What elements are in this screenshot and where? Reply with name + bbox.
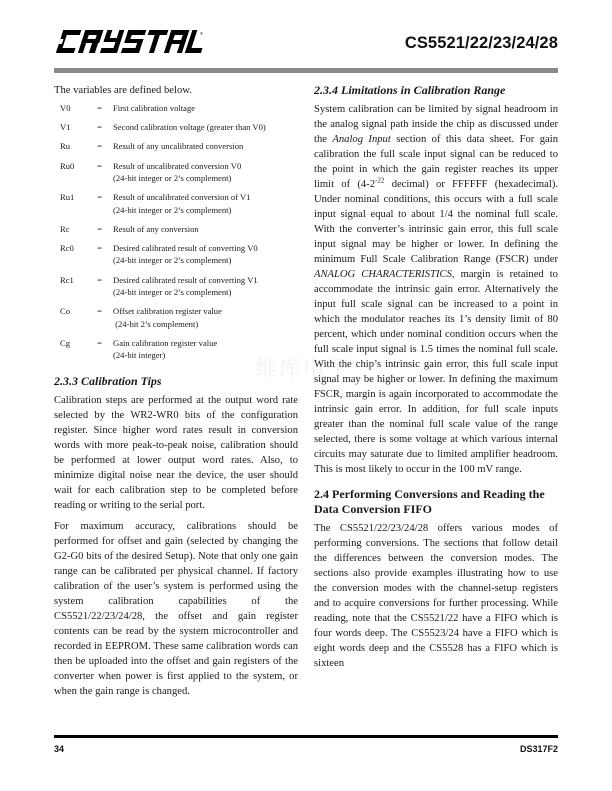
svg-text:®: ® [200,31,203,36]
paragraph: System calibration can be limited by signal headroom in the analog signal path inside the chip as discussed under the Analog Input section of this data sheet. For gain calibration the full scale input signal can be reduced to the point in which the gain register reaches its upper limit of ($4-2^{-22}$ decimal) or FFFFFF (hexadecimal). Under nominal conditions, this occurs with a full scale input signal equal to about 1/4 the nominal full scale. With the converter’s intrinsic gain error, this full scale input signal may be higher or lower. In defining the minimum Full Scale Calibration Range (FSCR) under ANALOG CHARACTERISTICS, margin is retained to accommodate the intrinsic gain error. Alternatively the input full scale signal can be increased to a point in which the modulator reaches its 1’s density limit of 80 percent, which under nominal condition occurs when the full scale input signal is 1.5 times the nominal full scale. With the chip’s intrinsic gain error, this full scale input signal may be higher or lower. In defining the maximum FSCR, margin is again incorporated to accommodate the intrinsic gain error. In addition, for full scale inputs greater than the nominal full scale value of the range selected, there is some voltage at which various internal circuits may saturate due to limited amplifier headroom. This is most likely to occur in the 100 mV range. [314,104,558,475]
variable-definition: Offset calibration register value (24-bit 2’s complement) [113,305,298,330]
section-heading-performing-conversions: 2.4 Performing Conversions and Reading the Data Conversion FIFO [314,487,545,516]
variable-row [54,305,298,330]
variable-note: (24-bit integer or 2’s complement) [113,287,232,298]
right-column [314,83,558,671]
variable-row [54,337,298,362]
document-title: CS5521/22/23/24/28 [404,34,558,52]
equals-sign: = [97,274,102,285]
variable-row [54,274,298,299]
variable-row [54,121,298,133]
variable-name: Ru0 [60,160,75,171]
equals-sign: = [97,192,102,203]
variable-definition: Second calibration voltage (greater than V0) [113,122,266,133]
left-column [54,83,298,699]
variable-definition: Result of any uncalibrated conversion [113,141,244,152]
variable-note: (24-bit integer or 2’s complement) [113,255,232,266]
variable-definitions [54,102,298,362]
footer-rule [54,735,558,738]
page-number: 34 [54,744,65,754]
emphasis: Analog Input [332,134,391,145]
variable-row [54,191,298,216]
variable-row [54,140,298,152]
equals-sign: = [97,141,102,152]
variable-name: Rc0 [60,243,74,254]
equals-sign: = [97,337,102,348]
section-heading-limitations: 2.3.4 Limitations in Calibration Range [314,83,506,97]
variable-name: Ru [60,141,71,152]
equals-sign: = [97,160,102,171]
variable-definition: First calibration voltage [113,103,196,113]
variable-name: Rc1 [60,274,74,285]
equals-sign: = [97,223,102,234]
variable-row [54,102,298,114]
section-heading-calibration-tips: 2.3.3 Calibration Tips [54,374,162,389]
variable-note: (24-bit integer or 2’s complement) [113,204,232,215]
equals-sign: = [97,103,102,113]
variable-definition: Result of uncalibrated conversion V0 (24-bit integer or 2’s complement) [113,160,298,185]
variable-definition: Result of any conversion [113,223,199,234]
paragraph: Calibration steps are performed at the output word rate selected by the WR2-WR0 bits of the configuration register. Since higher word rates result in conversion words with more peak-to-peak noise, calibration should be performed at lower output word rates. Also, to minimize digital noise near the device, the user should wait for each calibration step to be completed before reading or writing to the serial port. [54,395,298,512]
variable-name: Rc [60,223,70,234]
variable-definition: Desired calibrated result of converting V1 (24-bit integer or 2’s complement) [113,274,298,299]
crystal-logo [55,28,205,55]
emphasis: ANALOG CHARACTERISTICS [314,269,452,280]
equals-sign: = [97,306,102,317]
variable-definition: Desired calibrated result of converting V0 (24-bit integer or 2’s complement) [113,242,298,267]
variable-definition: Gain calibration register value (24-bit integer) [113,337,298,362]
variable-name: Cg [60,337,71,348]
variable-name: V1 [60,122,71,133]
header-rule [54,68,558,73]
variables-intro: The variables are defined below. [54,85,192,96]
document-id: DS317F2 [519,744,558,754]
variable-row [54,242,298,267]
equals-sign: = [97,122,102,133]
equals-sign: = [97,243,102,254]
variable-row [54,160,298,185]
variable-note: (24-bit integer) [113,350,166,361]
superscript: -22 [375,176,385,185]
watermark: 维库电子 [255,357,352,382]
variable-note: (24-bit 2’s complement) [113,318,199,329]
paragraph: The CS5521/22/23/24/28 offers various modes of performing conversions. The sections that follow detail the differences between the conversion modes. The sections also provide examples illustrating how to use the conversion modes with the channel-setup registers and to acquire conversions for further processing. While reading, note that the CS5521/22 have a FIFO which is four words deep. The CS5523/24 have a FIFO which is eight words deep and the CS5528 has a FIFO which is sixteen [314,523,558,669]
variable-name: V0 [60,103,71,113]
variable-name: Ru1 [60,192,75,203]
variable-note: (24-bit integer or 2’s complement) [113,173,232,184]
paragraph: For maximum accuracy, calibrations should be performed for offset and gain (selected by changing the G2-G0 bits of the desired Setup). Note that only one gain range can be calibrated per physical channel. If factory calibration of the user’s system is performed using the system calibration capabilities of the CS5521/22/23/24/28, the offset and gain register contents can be read by the system microcontroller and recorded in EEPROM. These same calibration words can then be uploaded into the offset and gain registers of the converter when power is first applied to the system, or when the gain range is changed. [54,521,298,698]
variable-definition: Result of uncalibrated conversion of V1 (24-bit integer or 2’s complement) [113,191,298,216]
variable-row [54,223,298,235]
variable-name: Co [60,306,71,317]
